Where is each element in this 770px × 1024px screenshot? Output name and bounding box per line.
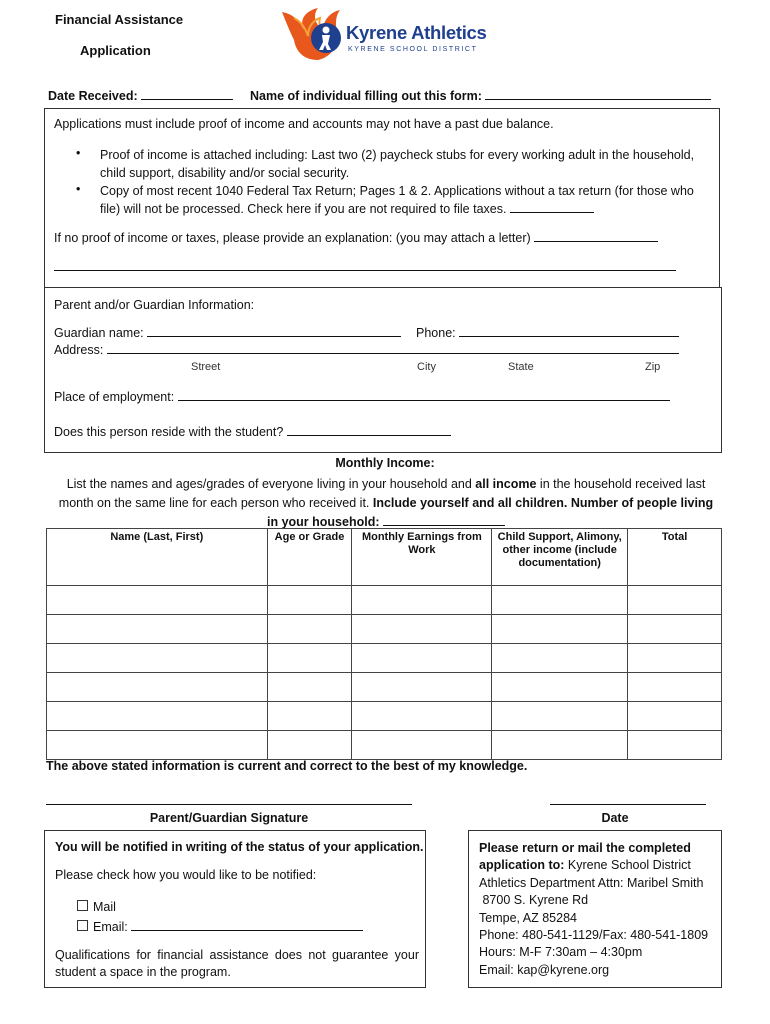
bullet-dot-1: •	[76, 146, 81, 160]
table-row	[47, 673, 722, 702]
table-row	[47, 702, 722, 731]
guardian-address-input[interactable]	[107, 353, 679, 354]
cell-name[interactable]	[47, 644, 268, 673]
col-name: Name (Last, First)	[47, 529, 268, 586]
col-child-support: Child Support, Alimony, other income (include documentation)	[492, 529, 628, 586]
name-filling-label: Name of individual filling out this form:	[250, 89, 482, 103]
guardian-address-field[interactable]	[54, 343, 679, 357]
guardian-section-title: Parent and/or Guardian Information:	[54, 298, 255, 312]
cell-other-income[interactable]	[492, 615, 628, 644]
bullet-dot-2: •	[76, 182, 81, 196]
return-heading: Please return or mail the completed application to:	[479, 841, 691, 873]
guardian-phone-label: Phone:	[416, 326, 456, 340]
col-monthly-earnings: Monthly Earnings from Work	[352, 529, 492, 586]
date-received-field[interactable]	[48, 89, 233, 103]
income-table-header	[47, 529, 722, 586]
notification-prompt: Please check how you would like to be notified:	[55, 868, 317, 882]
reside-field[interactable]	[54, 425, 451, 439]
explanation-input-line2[interactable]	[54, 270, 676, 271]
explanation-input[interactable]	[534, 241, 658, 242]
cell-earnings[interactable]	[352, 731, 492, 760]
logo-subtitle: KYRENE SCHOOL DISTRICT	[348, 46, 478, 53]
kyrene-athletics-logo	[278, 4, 487, 64]
cell-total[interactable]	[628, 702, 722, 731]
requirements-bullet-2: Copy of most recent 1040 Federal Tax Return; Pages 1 & 2. Applications without a tax return (for those who file) will not be processed. Check here if you are not required to file taxes.	[100, 184, 694, 216]
notification-heading: You will be notified in writing of the status of your application.	[55, 840, 424, 854]
email-checkbox[interactable]	[77, 920, 88, 931]
name-filling-field[interactable]	[250, 89, 711, 103]
table-row	[47, 644, 722, 673]
address-state-caption: State	[508, 361, 534, 373]
employment-input[interactable]	[178, 400, 670, 401]
cell-other-income[interactable]	[492, 644, 628, 673]
cell-earnings[interactable]	[352, 702, 492, 731]
form-title-line2: Application	[80, 43, 151, 58]
date-line[interactable]	[550, 804, 706, 805]
explanation-label: If no proof of income or taxes, please provide an explanation: (you may attach a letter)	[54, 231, 531, 245]
reside-input[interactable]	[287, 435, 451, 436]
cell-name[interactable]	[47, 731, 268, 760]
cell-name[interactable]	[47, 586, 268, 615]
income-table	[46, 528, 722, 760]
certification-statement: The above stated information is current and correct to the best of my knowledge.	[46, 759, 528, 773]
employment-label: Place of employment:	[54, 390, 175, 404]
guardian-phone-field[interactable]	[416, 326, 679, 340]
notify-mail-option[interactable]	[77, 900, 116, 914]
cell-earnings[interactable]	[352, 673, 492, 702]
signature-label: Parent/Guardian Signature	[149, 811, 309, 825]
notify-email-option[interactable]	[77, 920, 363, 934]
return-district: Kyrene School District	[567, 858, 691, 873]
return-city: Tempe, AZ 85284	[479, 910, 577, 925]
return-dept: Athletics Department Attn: Maribel Smith	[479, 875, 704, 890]
name-filling-input[interactable]	[485, 99, 711, 100]
signature-line[interactable]	[46, 804, 412, 805]
reside-label: Does this person reside with the student?	[54, 425, 284, 439]
requirements-bullet-1: Proof of income is attached including: Last two (2) paycheck stubs for every working adult in the household, child support, disability and/or social security.	[100, 148, 695, 180]
cell-other-income[interactable]	[492, 731, 628, 760]
cell-age[interactable]	[267, 673, 352, 702]
guardian-address-label: Address:	[54, 343, 104, 357]
cell-earnings[interactable]	[352, 615, 492, 644]
cell-earnings[interactable]	[352, 586, 492, 615]
return-hours: Hours: M-F 7:30am – 4:30pm	[479, 945, 643, 960]
guardian-name-field[interactable]	[54, 326, 401, 340]
return-street: 8700 S. Kyrene Rd	[482, 893, 589, 908]
table-row	[47, 731, 722, 760]
cell-other-income[interactable]	[492, 673, 628, 702]
mail-checkbox[interactable]	[77, 900, 88, 911]
cell-earnings[interactable]	[352, 644, 492, 673]
col-age-grade: Age or Grade	[267, 529, 352, 586]
monthly-income-title: Monthly Income:	[335, 456, 435, 470]
cell-name[interactable]	[47, 673, 268, 702]
cell-name[interactable]	[47, 615, 268, 644]
notify-email-input[interactable]	[131, 930, 363, 931]
guardian-phone-input[interactable]	[459, 336, 679, 337]
notification-disclaimer: Qualifications for financial assistance does not guarantee your student a space in the program.	[55, 948, 419, 979]
date-received-label: Date Received:	[48, 89, 138, 103]
email-label: Email:	[93, 920, 128, 934]
cell-age[interactable]	[267, 731, 352, 760]
guardian-name-label: Guardian name:	[54, 326, 144, 340]
explanation-field[interactable]	[54, 231, 658, 245]
cell-total[interactable]	[628, 615, 722, 644]
cell-age[interactable]	[267, 615, 352, 644]
table-row	[47, 615, 722, 644]
table-row	[47, 586, 722, 615]
household-count-input[interactable]	[383, 525, 505, 526]
cell-total[interactable]	[628, 644, 722, 673]
requirements-intro: Applications must include proof of income and accounts may not have a past due balance.	[54, 117, 554, 131]
address-zip-caption: Zip	[645, 361, 661, 373]
col-total: Total	[628, 529, 722, 586]
return-email[interactable]: Email: kap@kyrene.org	[479, 962, 610, 977]
date-received-input[interactable]	[141, 99, 233, 100]
income-instructions: List the names and ages/grades of everyone living in your household and all income in the household received last month on the same line for each person who received it. Include yourself and all children. Number of people living in your household:	[58, 477, 714, 529]
return-info-text	[479, 840, 719, 979]
cell-other-income[interactable]	[492, 702, 628, 731]
return-phone: Phone: 480-541-1129/Fax: 480-541-1809	[479, 928, 709, 943]
address-street-caption: Street	[191, 361, 221, 373]
mail-label: Mail	[93, 900, 116, 914]
no-tax-checkbox-line[interactable]	[510, 212, 594, 213]
employment-field[interactable]	[54, 390, 670, 404]
cell-age[interactable]	[267, 702, 352, 731]
cell-total[interactable]	[628, 731, 722, 760]
form-title-line1: Financial Assistance	[55, 12, 184, 27]
date-label: Date	[601, 811, 629, 825]
address-city-caption: City	[417, 361, 436, 373]
cell-total[interactable]	[628, 586, 722, 615]
cell-total[interactable]	[628, 673, 722, 702]
logo-name: Kyrene Athletics	[346, 22, 487, 43]
cell-name[interactable]	[47, 702, 268, 731]
cell-age[interactable]	[267, 586, 352, 615]
cell-other-income[interactable]	[492, 586, 628, 615]
cell-age[interactable]	[267, 644, 352, 673]
guardian-name-input[interactable]	[147, 336, 401, 337]
